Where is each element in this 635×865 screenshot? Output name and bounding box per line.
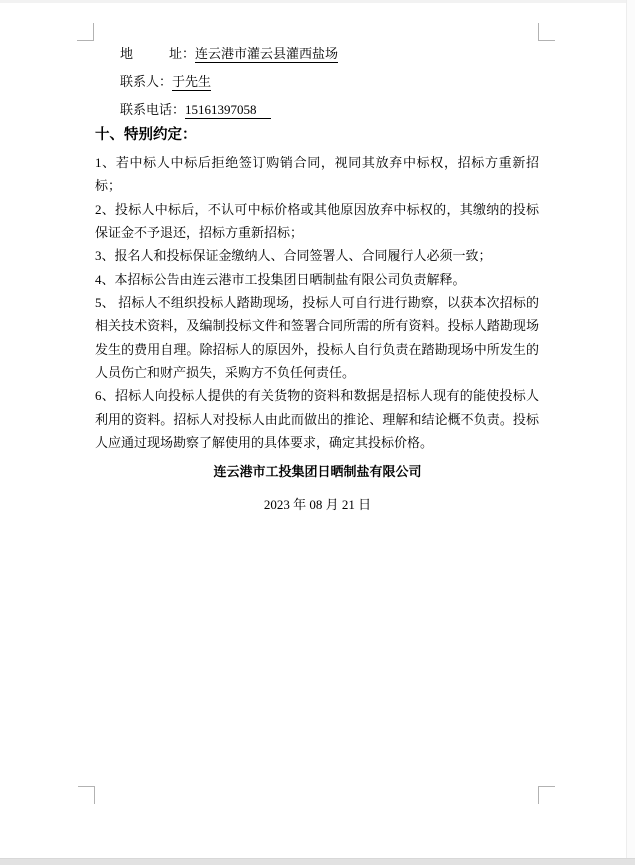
clause-3: 3、报名人和投标保证金缴纳人、合同签署人、合同履行人必须一致； xyxy=(95,248,492,264)
contact-person-label: 联系人： xyxy=(120,74,173,89)
section-heading: 十、特别约定： xyxy=(95,127,197,143)
company-signature: 连云港市工投集团日晒制盐有限公司 xyxy=(213,464,422,479)
contact-block xyxy=(120,40,338,124)
clause-2: 2、投标人中标后，不认可中标价格或其他原因放弃中标权的，其缴纳的投标保证金不予退还，招标方重新招标； xyxy=(95,201,539,241)
phone-label: 联系电话： xyxy=(120,102,186,117)
contact-person-value: 于先生 xyxy=(172,74,212,89)
clause-6: 6、招标人向投标人提供的有关货物的资料和数据是招标人现有的能使投标人利用的资料。招标人对投标人由此而做出的推论、理解和结论概不负责。投标人应通过现场勘察了解使用的具体要求，确定其投标价格。 xyxy=(95,388,539,451)
page-bottom-edge xyxy=(0,858,635,865)
page-right-edge xyxy=(626,0,635,858)
clause-1: 1、若中标人中标后拒绝签订购销合同，视同其放弃中标权，招标方重新招标； xyxy=(95,155,539,194)
clauses-block xyxy=(95,151,539,454)
clause-5: 5、 招标人不组织投标人踏勘现场，投标人可自行进行勘察，以获本次招标的相关技术资料，及编制投标文件和签署合同所需的所有资料。投标人踏勘现场发生的费用自理。除招标人的原因外，投标人自行负责在踏勘现场中所发生的人员伤亡和财产损失，采购方不负任何责任。 xyxy=(95,295,539,381)
address-label-left: 地 xyxy=(120,46,134,61)
clause-4: 4、本招标公告由连云港市工投集团日晒制盐有限公司负责解释。 xyxy=(95,271,466,287)
margin-mark-top-right xyxy=(538,23,555,41)
margin-mark-bottom-left xyxy=(78,786,95,804)
page-top-edge xyxy=(0,0,635,3)
contact-person-row xyxy=(120,68,338,96)
margin-mark-top-left xyxy=(77,23,94,41)
address-row xyxy=(120,40,338,68)
phone-value: 15161397058 xyxy=(185,102,271,119)
address-label-right: 址： xyxy=(169,46,196,61)
phone-row xyxy=(120,96,338,124)
margin-mark-bottom-right xyxy=(538,786,555,804)
signature-date: 2023 年 08 月 21 日 xyxy=(263,497,372,512)
address-value: 连云港市灌云县灌西盐场 xyxy=(195,46,339,61)
